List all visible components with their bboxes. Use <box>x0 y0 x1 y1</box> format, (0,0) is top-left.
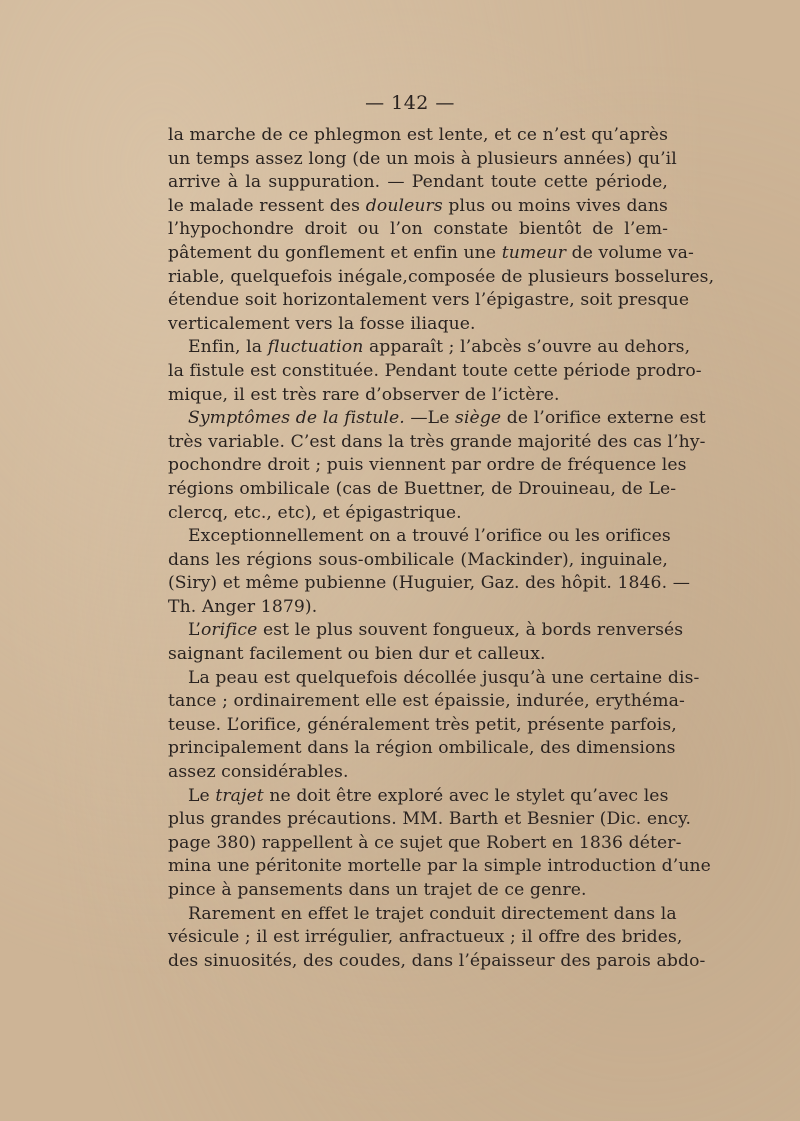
text-segment: plus ou moins vives dans <box>442 195 668 216</box>
text-line <box>168 360 702 384</box>
text-line <box>168 667 700 691</box>
text-segment: Le <box>188 785 216 806</box>
text-line <box>168 785 668 809</box>
italic-text: trajet <box>215 785 264 806</box>
text-segment: Rarement en effet le trajet conduit directement dans la <box>188 903 677 924</box>
text-segment: apparaît ; l’abcès s’ouvre au dehors, <box>363 337 691 358</box>
text-line <box>168 289 690 313</box>
text-line <box>168 619 684 643</box>
text-segment: principalement dans la région ombilicale, des dimensions <box>168 738 676 759</box>
text-line <box>168 643 668 667</box>
text-line <box>168 879 668 903</box>
text-line <box>168 195 668 219</box>
text-segment: dans les régions sous-ombilicale (Mackinder), inguinale, <box>168 549 668 570</box>
text-line <box>168 478 677 502</box>
text-line <box>168 313 668 337</box>
text-line <box>168 454 687 478</box>
text-segment: verticalement vers la fosse iliaque. <box>168 313 476 334</box>
text-segment: tance ; ordinairement elle est épaissie, indurée, erythéma- <box>168 691 685 712</box>
text-line <box>168 171 668 195</box>
text-segment: Th. Anger 1879). <box>168 596 318 617</box>
italic-text: fluctuation <box>267 337 364 358</box>
text-segment: mique, il est très rare d’observer de l’ictère. <box>168 384 560 405</box>
text-segment: pâtement du gonflement et enfin une <box>168 242 502 263</box>
text-line <box>168 148 677 172</box>
text-line <box>168 336 691 360</box>
text-segment: ne doit être exploré avec le stylet qu’avec les <box>263 785 669 806</box>
text-line <box>168 407 706 431</box>
text-line <box>168 690 685 714</box>
text-segment: la fistule est constituée. Pendant toute cette période prodro- <box>168 360 702 381</box>
text-line <box>168 737 676 761</box>
text-line <box>168 384 668 408</box>
text-segment: —Le <box>404 408 456 429</box>
text-line <box>168 808 692 832</box>
text-segment: régions ombilicale (cas de Buettner, de Drouineau, de Le- <box>168 478 677 499</box>
text-segment: arrive à la suppuration. — Pendant toute cette période, <box>168 172 668 193</box>
text-line <box>168 903 677 927</box>
text-segment: le malade ressent des <box>168 195 366 216</box>
text-segment: des sinuosités, des coudes, dans l’épaisseur des parois abdo- <box>168 950 706 971</box>
text-segment: l’hypochondre droit ou l’on constate bientôt de l’em- <box>168 219 668 240</box>
text-line <box>168 714 677 738</box>
text-line <box>168 549 668 573</box>
text-line <box>168 502 668 526</box>
text-segment: plus grandes précautions. MM. Barth et Besnier (Dic. ency. <box>168 809 692 830</box>
text-segment: (Siry) et même pubienne (Huguier, Gaz. des hôpit. 1846. — <box>168 573 691 594</box>
text-line <box>168 124 668 148</box>
text-segment: de l’orifice externe est <box>501 408 706 429</box>
body-text <box>168 124 715 973</box>
text-segment: de volume va- <box>566 242 694 263</box>
text-segment: Enfin, la <box>188 337 268 358</box>
text-segment: la marche de ce phlegmon est lente, et ce n’est qu’après <box>168 125 668 145</box>
text-segment: très variable. C’est dans la très grande majorité des cas l’hy- <box>168 431 706 452</box>
text-segment: pince à pansements dans un trajet de ce genre. <box>168 880 587 900</box>
text-segment: La peau est quelquefois décollée jusqu’à une certaine dis- <box>188 667 700 688</box>
italic-text: tumeur <box>501 242 567 263</box>
text-segment: page 380) rappellent à ce sujet que Robert en 1836 déter- <box>168 832 682 853</box>
text-line <box>168 218 668 242</box>
text-line <box>168 572 691 596</box>
text-line <box>168 832 682 856</box>
text-line <box>168 926 683 950</box>
text-segment: est le plus souvent fongueux, à bords renversés <box>257 620 684 641</box>
text-segment: étendue soit horizontalement vers l’épigastre, soit presque <box>168 290 690 311</box>
text-line <box>168 855 711 879</box>
italic-text: Symptômes de la fistule. <box>188 408 405 429</box>
italic-text: orifice <box>200 620 258 641</box>
text-segment: teuse. L’orifice, généralement très petit, présente parfois, <box>168 714 677 735</box>
text-segment: clercq, etc., etc), et épigastrique. <box>168 502 462 523</box>
text-segment: pochondre droit ; puis viennent par ordre de fréquence les <box>168 455 687 476</box>
text-segment: riable, quelquefois inégale,composée de plusieurs bosselures, <box>168 266 715 287</box>
text-line <box>168 242 694 266</box>
text-segment: assez considérables. <box>168 762 349 783</box>
text-segment: mina une péritonite mortelle par la simple introduction d’une <box>168 856 711 877</box>
text-line <box>168 431 706 455</box>
text-segment: un temps assez long (de un mois à plusieurs années) qu’il <box>168 148 677 169</box>
italic-text: douleurs <box>365 195 443 216</box>
text-segment: L’ <box>188 620 201 641</box>
text-segment: vésicule ; il est irrégulier, anfractueux ; il offre des brides, <box>168 927 683 948</box>
text-line <box>168 950 706 974</box>
text-segment: Exceptionnellement on a trouvé l’orifice ou les orifices <box>188 526 671 547</box>
text-line <box>168 596 668 620</box>
page-number: — 142 — <box>365 92 455 114</box>
text-line <box>168 525 671 549</box>
text-line <box>168 266 715 290</box>
text-segment: saignant facilement ou bien dur et calleux. <box>168 644 546 665</box>
text-line <box>168 761 668 785</box>
italic-text: siège <box>455 408 502 429</box>
